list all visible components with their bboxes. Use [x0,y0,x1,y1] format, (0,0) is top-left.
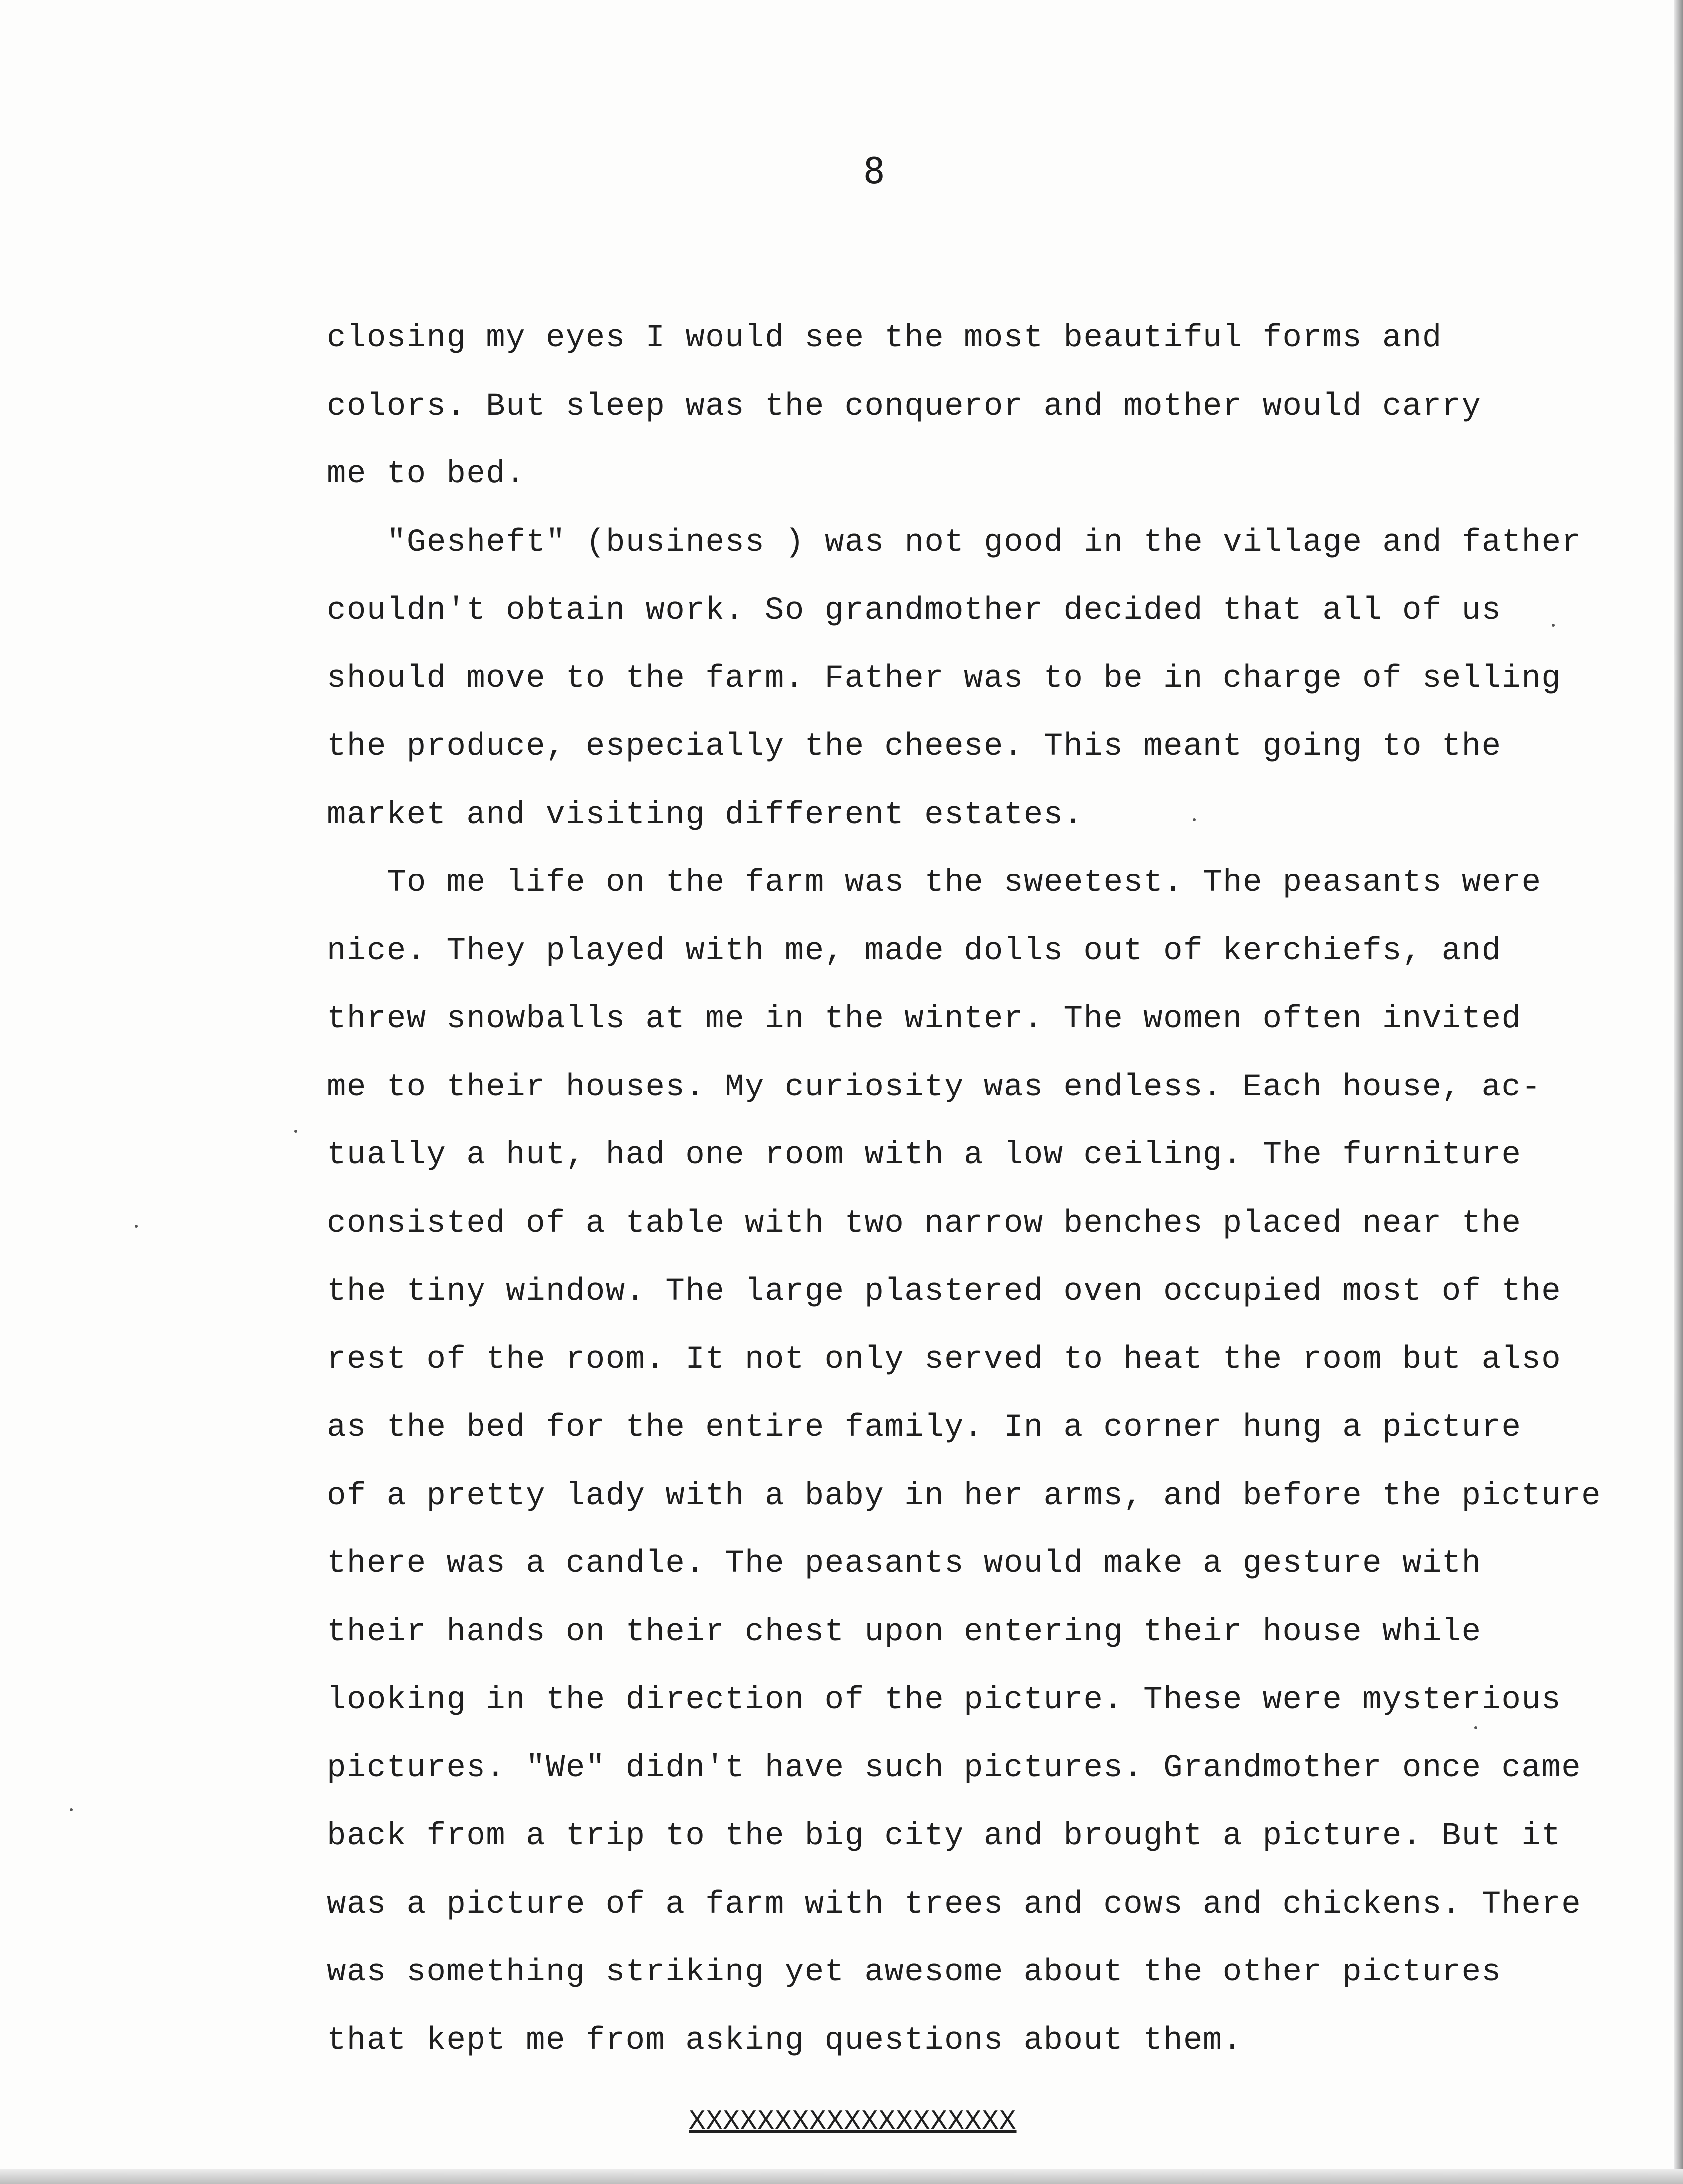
text-line: To me life on the farm was the sweetest. The peasants were [387,865,1542,901]
text-line: back from a trip to the big city and brought a picture. But it [327,1818,1562,1854]
text-line: of a pretty lady with a baby in her arms, and before the picture [327,1478,1601,1514]
scan-speck [135,1225,138,1228]
text-line: looking in the direction of the picture. These were mysterious [327,1682,1562,1718]
scan-speck [70,1808,73,1811]
text-line: couldn't obtain work. So grandmother decided that all of us [327,593,1502,629]
body-text [327,304,1624,2075]
text-line: pictures. "We" didn't have such pictures. Grandmother once came [327,1750,1582,1786]
paragraph [327,509,1624,850]
text-line: rest of the room. It not only served to heat the room but also [327,1341,1562,1378]
text-line: should move to the farm. Father was to be in charge of selling [327,660,1562,697]
text-line: "Gesheft" (business ) was not good in the village and father [387,524,1582,561]
text-line: was a picture of a farm with trees and cows and chickens. There [327,1886,1582,1923]
text-line: was something striking yet awesome about the other pictures [327,1955,1502,1990]
text-line: market and visiting different estates. [327,797,1084,833]
text-line: me to their houses. My curiosity was endless. Each house, ac- [327,1069,1542,1105]
paragraph [327,304,1624,509]
text-line: there was a candle. The peasants would make a gesture with [327,1546,1482,1582]
text-line: threw snowballs at me in the winter. The women often invited [327,1001,1522,1037]
text-line: tually a hut, had one room with a low ceiling. The furniture [327,1137,1522,1173]
scan-speck [1474,1726,1477,1729]
text-line: their hands on their chest upon entering their house while [327,1614,1482,1650]
text-line: closing my eyes I would see the most beautiful forms and [327,320,1442,356]
page-bottom-shadow [0,2169,1683,2184]
text-line: nice. They played with me, made dolls out of kerchiefs, and [327,933,1502,969]
scan-speck [1193,818,1196,821]
paragraph [327,849,1624,2075]
text-line: that kept me from asking questions about them. [327,2022,1243,2059]
scan-speck [294,1130,297,1133]
scan-speck [1552,624,1555,627]
page-number: 8 [863,150,885,192]
text-line: consisted of a table with two narrow benches placed near the [327,1205,1522,1242]
text-line: the produce, especially the cheese. This meant going to the [327,729,1502,765]
text-line: me to bed. [327,456,526,492]
section-end-mark: XXXXXXXXXXXXXXXXXXX [689,2105,1017,2137]
text-line: the tiny window. The large plastered oven occupied most of the [327,1274,1562,1310]
text-line: as the bed for the entire family. In a corner hung a picture [327,1410,1522,1446]
page-edge-shadow [1674,0,1683,2184]
text-line: colors. But sleep was the conqueror and mother would carry [327,388,1482,425]
